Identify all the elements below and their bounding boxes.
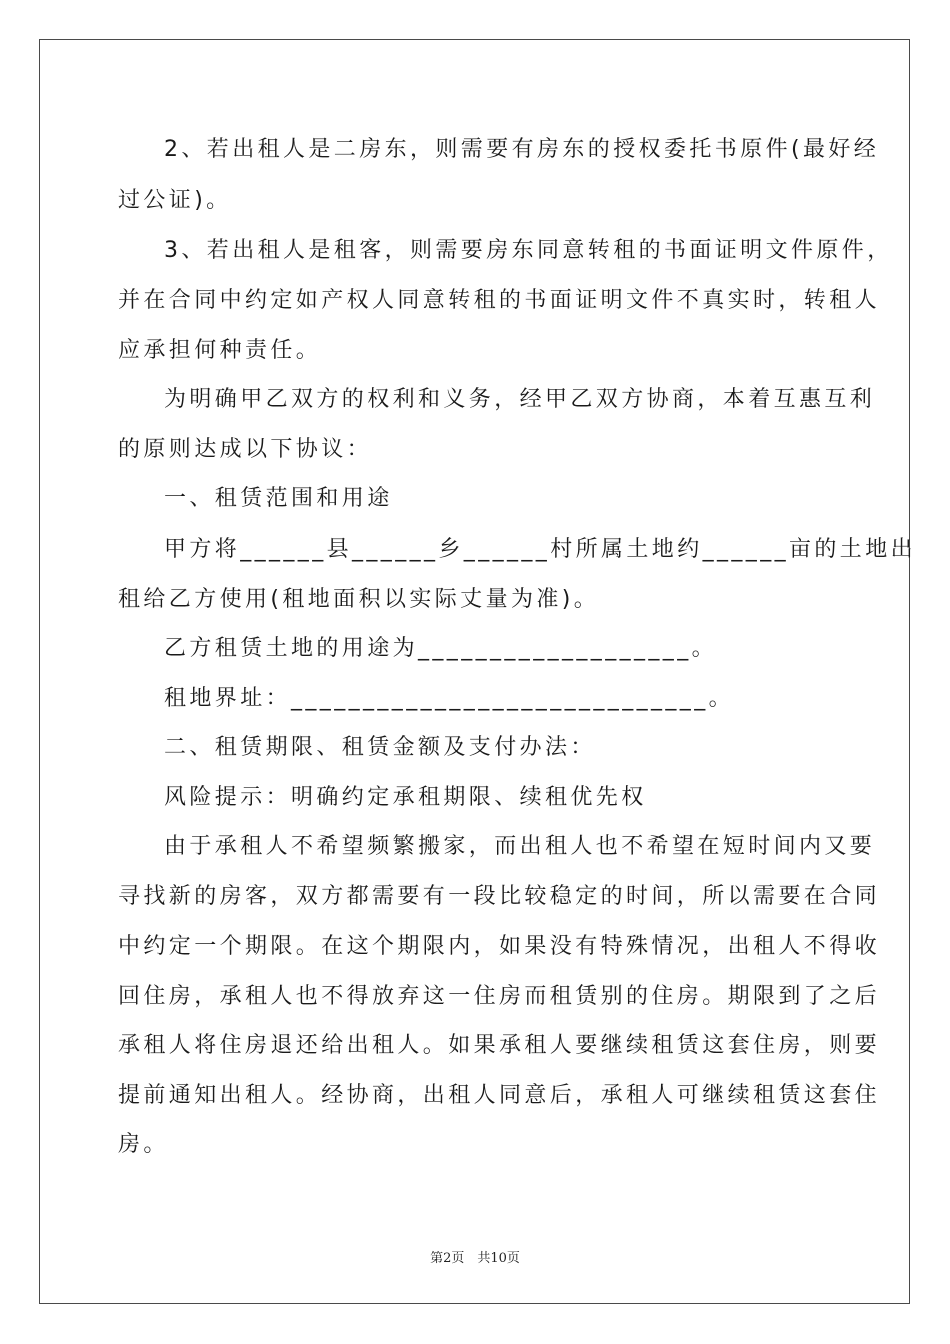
paragraph-line: 房。 (118, 1132, 169, 1157)
paragraph-line: 过公证)。 (118, 188, 232, 213)
paragraph-line: 甲方将______县______乡______村所属土地约______亩的土地出 (164, 537, 917, 562)
paragraph-line: 中约定一个期限。在这个期限内，如果没有特殊情况，出租人不得收 (118, 934, 881, 959)
paragraph-line: 风险提示：明确约定承租期限、续租优先权 (164, 785, 647, 810)
paragraph-line: 的原则达成以下协议： (118, 437, 373, 462)
paragraph-line: 租地界址：_____________________________。 (164, 686, 735, 711)
paragraph-line: 为明确甲乙双方的权利和义务，经甲乙双方协商，本着互惠互利 (164, 387, 876, 412)
page-number: 第2页 共10页 (430, 1251, 520, 1266)
paragraph-line: 应承担何种责任。 (118, 338, 322, 363)
paragraph-line: 3、若出租人是租客，则需要房东同意转租的书面证明文件原件， (164, 238, 893, 263)
paragraph-line: 回住房，承租人也不得放弃这一住房而租赁别的住房。期限到了之后 (118, 984, 881, 1009)
paragraph-line: 由于承租人不希望频繁搬家，而出租人也不希望在短时间内又要 (164, 834, 876, 859)
paragraph-line: 提前通知出租人。经协商，出租人同意后，承租人可继续租赁这套住 (118, 1083, 881, 1108)
paragraph-line: 寻找新的房客，双方都需要有一段比较稳定的时间，所以需要在合同 (118, 884, 881, 909)
paragraph-line: 乙方租赁土地的用途为___________________。 (164, 636, 718, 661)
section-heading: 一、租赁范围和用途 (164, 486, 393, 511)
paragraph-line: 2、若出租人是二房东，则需要有房东的授权委托书原件(最好经 (164, 137, 880, 162)
paragraph-line: 并在合同中约定如产权人同意转租的书面证明文件不真实时，转租人 (118, 288, 881, 313)
paragraph-line: 承租人将住房退还给出租人。如果承租人要继续租赁这套住房，则要 (118, 1033, 881, 1058)
page-frame (39, 39, 910, 1304)
section-heading: 二、租赁期限、租赁金额及支付办法： (164, 735, 596, 760)
paragraph-line: 租给乙方使用(租地面积以实际丈量为准)。 (118, 587, 600, 612)
